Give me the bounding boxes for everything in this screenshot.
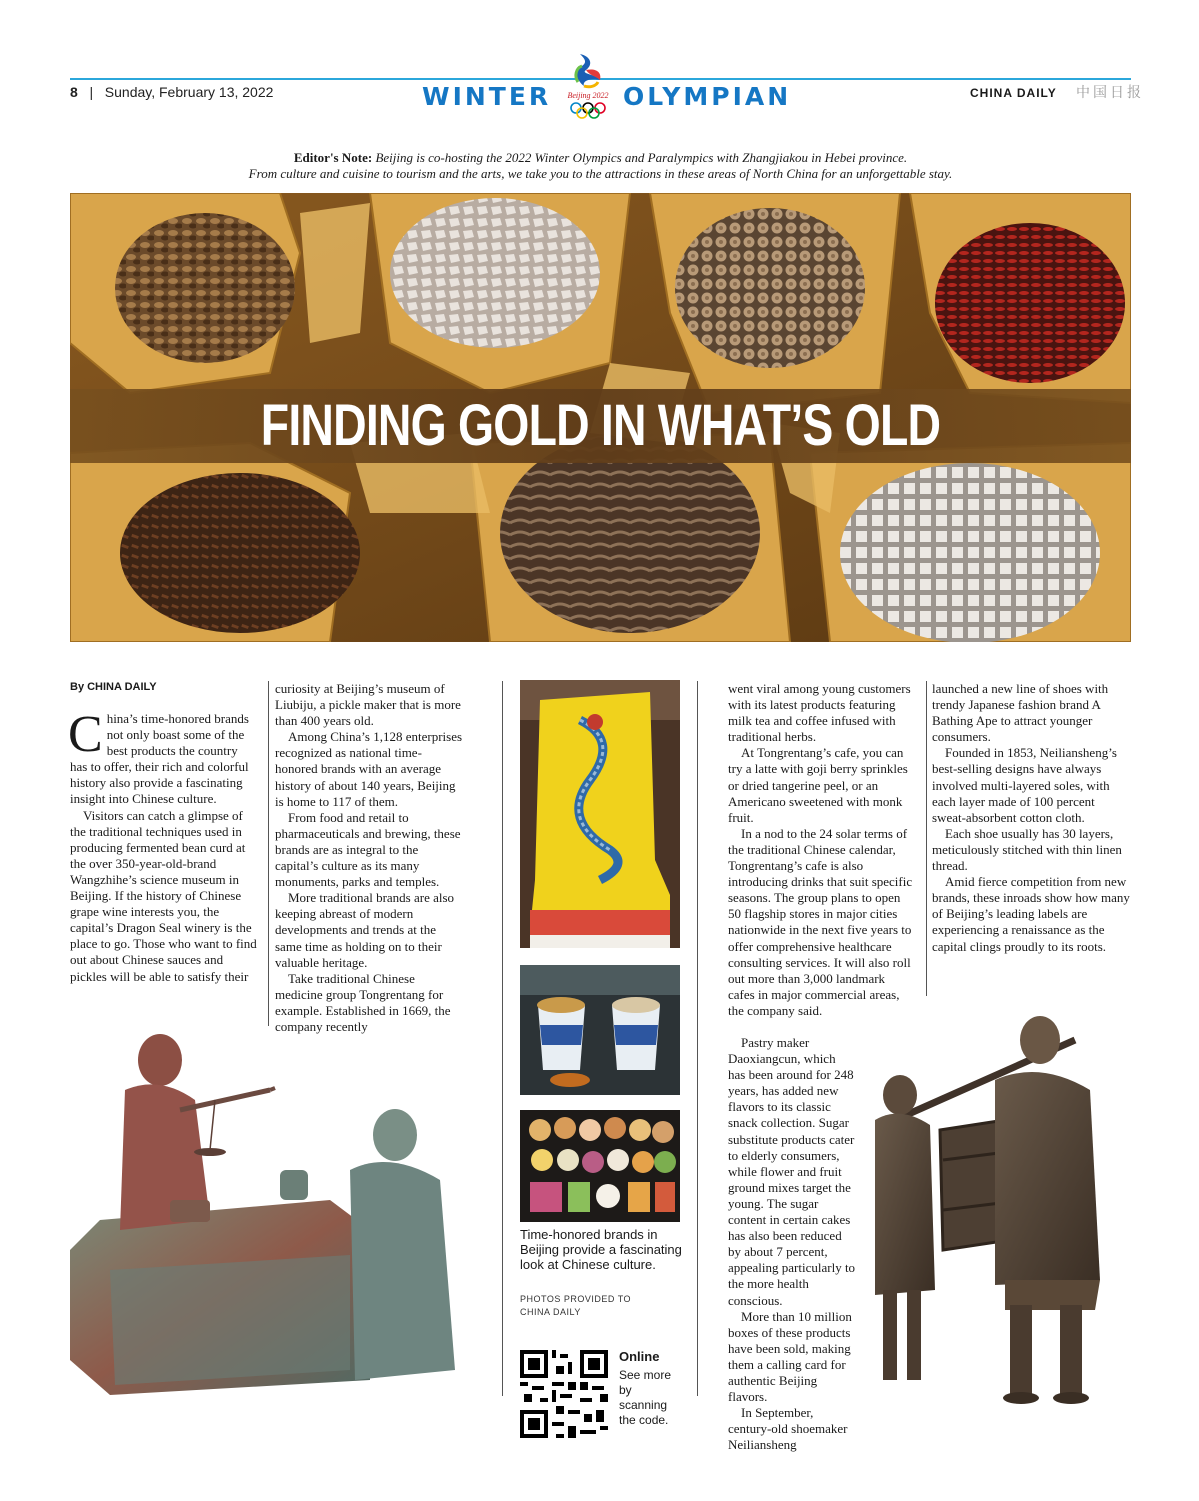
article-paragraph: went viral among young customers with its latest products featuring milk tea and coffee infused with traditional herbs. [728,681,911,745]
online-description: See more by scanning the code. [619,1368,672,1427]
beijing-2022-emblem-icon [556,50,620,120]
editors-note-line2: From culture and cuisine to tourism and the arts, we take you to the attractions in these areas of North China for an unforgettable stay. [248,166,953,181]
article-column-1 [68,706,258,985]
article-paragraph: From food and retail to pharmaceuticals and brewing, these brands are as integral to the capital’s culture as its many monuments, parks and temples. [275,809,461,890]
article-paragraph: At Tongrentang’s cafe, you can try a latte with goji berry sprinkles or dried tangerine peel, or an Americano sweetened with monk fruit. [728,745,908,825]
photo-caption: Time-honored brands in Beijing provide a fascinating look at Chinese culture. [520,1227,682,1272]
article-paragraph: China’s time-honored brands not only boast some of the best products the country has to offer, their rich and colorful history also provide a fascinating insight into Chinese culture. [68,706,249,807]
editors-note-label: Editor's Note: [293,150,373,165]
section-title-right: OLYMPIAN [623,82,792,111]
issue-date: Sunday, February 13, 2022 [104,84,274,100]
page-folio: 8 | Sunday, February 13, 2022 [70,84,274,100]
article-column-2 [275,681,463,1035]
column-rule [697,681,698,1396]
article-paragraph: More than 10 million boxes of these products have been sold, making them a calling card for authentic Beijing flavors. [728,1308,852,1405]
column-rule [502,681,503,1396]
bronze-pharmacist-statue-photo [70,1030,470,1400]
bronze-porters-statue-photo [855,1010,1140,1405]
section-title-left: WINTER [422,82,552,111]
column-rule [268,681,269,1026]
emblem-text: Beijing 2022 [567,91,609,100]
imperial-dragon-boot-photo [520,680,680,948]
editors-note-line1: Beijing is co-hosting the 2022 Winter Olympics and Paralympics with Zhangjiakou in Hebei province. [375,150,908,165]
article-paragraph: Each shoe usually has 30 layers, meticulously stitched with thin linen thread. [932,825,1122,874]
daoxiangcun-pastries-photo [520,1110,680,1222]
article-paragraph: Among China’s 1,128 enterprises recognized as national time-honored brands with an average history of about 140 years, Beijing is home to 117 of them. [275,729,463,809]
article-paragraph: Founded in 1853, Neiliansheng’s best-selling designs have always involved multi-layered soles, with each layer made of 100 percent sweat-absorbent cotton cloth. [932,745,1117,825]
editors-note [70,150,1131,182]
page-number: 8 [70,84,78,100]
article-paragraph: Pastry maker Daoxiangcun, which has been around for 248 years, has added new flavors to its classic snack collection. Sugar substitute products cater to elderly consumers, while flower and fruit ground mixes target the young. The sugar content in certain cakes has also been reduced by about 7 percent, appealing particularly to the more health conscious. [728,1035,856,1308]
column-rule [926,681,927,996]
online-title: Online [619,1349,660,1364]
tongrentang-drinks-photo [520,965,680,1095]
article-column-4 [728,681,914,1019]
headline: FINDING GOLD IN WHAT’S OLD [260,393,941,458]
photo-credit: PHOTOS PROVIDED TO CHINA DAILY [520,1294,632,1317]
article-column-4-wrap [728,1035,856,1453]
paper-name: CHINA DAILY [970,86,1057,100]
article-paragraph: curiosity at Beijing’s museum of Liubiju, a pickle maker that is more than 400 years old. [275,681,461,729]
article-paragraph: Take traditional Chinese medicine group Tongrentang for example. Established in 1669, the company recently [275,970,451,1034]
article-paragraph: Visitors can catch a glimpse of the traditional techniques used in producing fermented bean curd at the over 350-year-old-brand Wangzhihe’s science museum in Beijing. If the history of Chinese grape wine interests you, the capital’s Dragon Seal winery is the place to go. Those who want to find out about Chinese sauces and pickles will be able to satisfy their [70,807,257,984]
article-paragraph: launched a new line of shoes with trendy Japanese fashion brand A Bathing Ape to attract younger consumers. [932,681,1109,745]
article-paragraph: Amid fierce competition from new brands, these inroads show how many of Beijing’s leading labels are experiencing a renaissance as the capital clings proudly to its roots. [932,874,1130,954]
qr-code-icon[interactable] [520,1350,608,1438]
article-column-5 [932,681,1130,955]
article-paragraph: More traditional brands are also keeping abreast of modern developments and trends at the same time as holding on to their valuable heritage. [275,890,455,970]
drop-cap: C [68,706,103,763]
byline: By CHINA DAILY [70,681,157,693]
article-paragraph: In a nod to the 24 solar terms of the traditional Chinese calendar, Tongrentang’s cafe is also introducing drinks that suit specific seasons. The group plans to open 50 flagship stores in major cities nationwide in the next five years to offer comprehensive healthcare consulting services. It will also roll out more than 3,000 landmark cafes in major commercial areas, the company said. [728,825,913,1018]
paper-name-chinese: 中国日报 [1076,85,1144,101]
article-paragraph: In September, century-old shoemaker Neiliansheng [728,1405,848,1453]
